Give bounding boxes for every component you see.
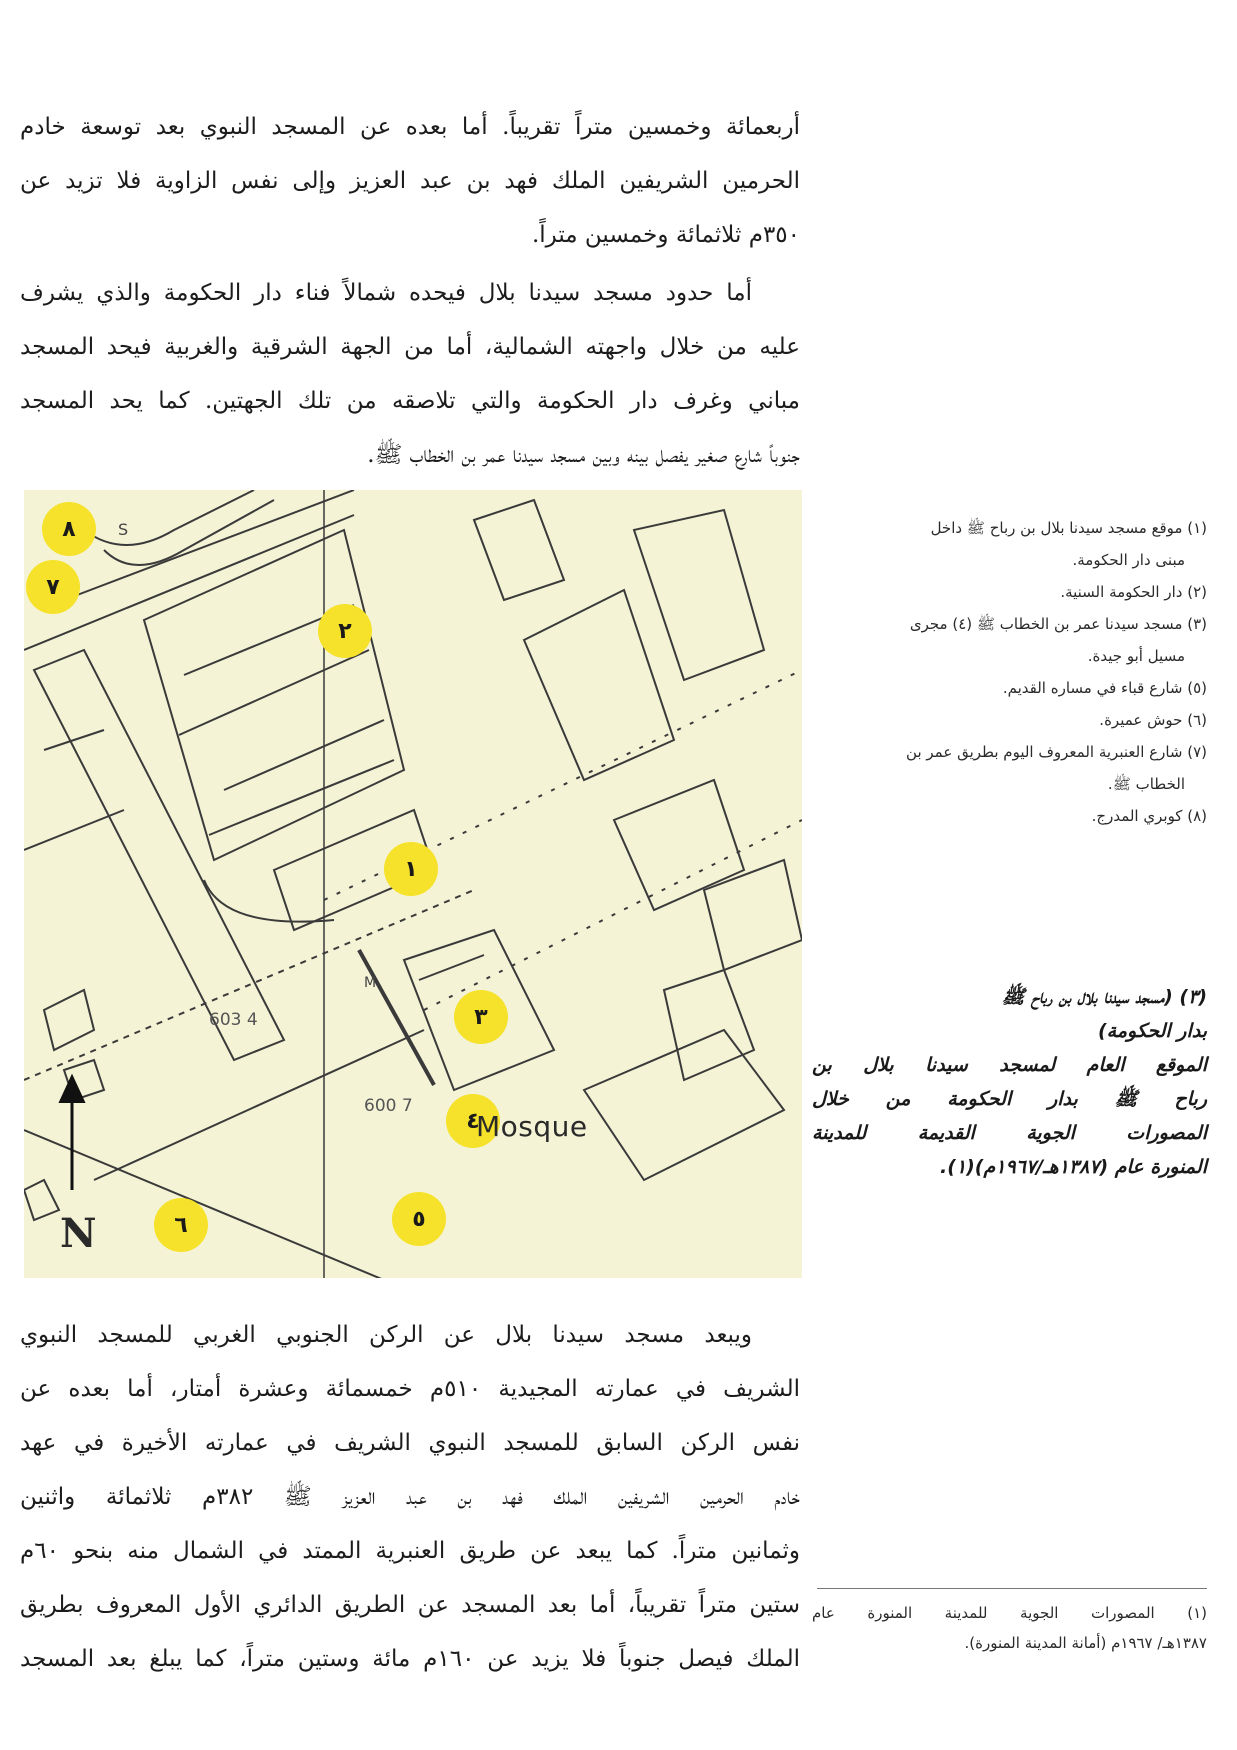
map-marker-5: ٥ (392, 1192, 446, 1246)
legend-item: (٦) حوش عميرة. (1099, 711, 1207, 729)
text-line: أما حدود مسجد سيدنا بلال فيحده شمالاً فناء دار الحكومة والذي يشرف (20, 280, 752, 306)
legend-item: (٧) شارع العنبرية المعروف اليوم بطريق عمر بن (906, 743, 1207, 761)
map-marker-1: ١ (384, 842, 438, 896)
map-marker-3: ٣ (454, 990, 508, 1044)
legend-item: (٥) شارع قباء في مساره القديم. (1002, 679, 1207, 697)
text-line: مباني وغرف دار الحكومة والتي تلاصقه من تلك الجهتين. كما يحد المسجد (20, 388, 800, 414)
paragraph-top (20, 100, 800, 262)
elevation-label: 600 7 (364, 1096, 413, 1116)
text-line: الشريف في عمارته المجيدية ٥١٠م خمسمائة وعشرة أمتار، أما بعده عن (20, 1376, 800, 1402)
caption-line: بدار الحكومة) (1097, 1020, 1207, 1042)
map-marker-7: ٧ (26, 560, 80, 614)
legend-item: مبنى دار الحكومة. (1072, 551, 1185, 569)
text-line: جنوباً شارع صغير يفصل بينه وبين مسجد سيدنا عمر بن الخطاب ﷺ. (367, 442, 800, 468)
caption-line: (٣) (مسجد سيدنا بلال بن رباح ﷺ (1001, 986, 1207, 1008)
text-line: ستين متراً تقريباً، أما بعد المسجد عن الطريق الدائري الأول المعروف بطريق (20, 1592, 800, 1618)
legend-item: (٨) كوبري المدرج. (1091, 807, 1207, 825)
text-line: الملك فيصل جنوباً فلا يزيد عن ١٦٠م مائة وستين متراً، كما يبلغ بعد المسجد (20, 1646, 801, 1672)
caption-line: المنورة عام (١٣٨٧هـ/١٩٦٧م)(١). (940, 1156, 1207, 1178)
north-indicator-label: N (60, 1210, 97, 1257)
text-line: أربعمائة وخمسين متراً تقريباً. أما بعده عن المسجد النبوي بعد توسعة خادم (20, 114, 800, 140)
footnote (812, 1598, 1207, 1658)
caption-line: المصورات الجوية القديمة للمدينة (812, 1122, 1207, 1144)
text-line: نفس الركن السابق للمسجد النبوي الشريف في عمارته الأخيرة في عهد (20, 1430, 800, 1456)
footnote-separator (817, 1588, 1207, 1589)
text-line: عليه من خلال واجهته الشمالية، أما من الجهة الشرقية والغربية فيحد المسجد (20, 334, 800, 360)
legend-item: مسيل أبو جيدة. (1087, 647, 1185, 665)
legend-item: (١) موقع مسجد سيدنا بلال بن رباح ﷺ داخل (930, 519, 1207, 537)
map-marker-8: ٨ (42, 502, 96, 556)
map-letter-label: S (118, 520, 129, 539)
legend-item: (٣) مسجد سيدنا عمر بن الخطاب ﷺ (٤) مجرى (909, 615, 1207, 633)
map-marker-4: ٤ (446, 1094, 500, 1148)
map-legend (812, 512, 1207, 832)
map-marker-2: ٢ (318, 604, 372, 658)
text-line: ٣٥٠م ثلاثمائة وخمسين متراً. (531, 222, 800, 248)
caption-line: رباح ﷺ بدار الحكومة من خلال (812, 1088, 1207, 1110)
text-line: ويبعد مسجد سيدنا بلال عن الركن الجنوبي الغربي للمسجد النبوي (20, 1322, 752, 1348)
aerial-site-map (24, 490, 802, 1278)
figure-caption (812, 980, 1207, 1184)
text-line: خادم الحرمين الشريفين الملك فهد بن عبد العزيز ﷺ ٣٨٢م ثلاثمائة واثنين (20, 1484, 800, 1510)
text-line: وثمانين متراً. كما يبعد عن طريق العنبرية الممتد في الشمال منه بنحو ٦٠م (20, 1538, 800, 1564)
legend-item: (٢) دار الحكومة السنية. (1060, 583, 1207, 601)
paragraph-boundaries (20, 266, 800, 482)
footnote-line: (١) المصورات الجوية للمدينة المنورة عام (812, 1604, 1207, 1622)
text-line: الحرمين الشريفين الملك فهد بن عبد العزيز وإلى نفس الزاوية فلا تزيد عن (20, 168, 800, 194)
paragraph-distance (20, 1308, 800, 1686)
legend-item: الخطاب ﷺ. (1107, 775, 1185, 793)
elevation-label: 603 4 (209, 1010, 258, 1030)
caption-line: الموقع العام لمسجد سيدنا بلال بن (812, 1054, 1207, 1076)
map-letter-label: M (364, 975, 377, 991)
map-marker-6: ٦ (154, 1198, 208, 1252)
mosque-map-label: Mosque (476, 1110, 588, 1143)
footnote-line: ١٣٨٧هـ/ ١٩٦٧م (أمانة المدينة المنورة). (964, 1634, 1207, 1652)
